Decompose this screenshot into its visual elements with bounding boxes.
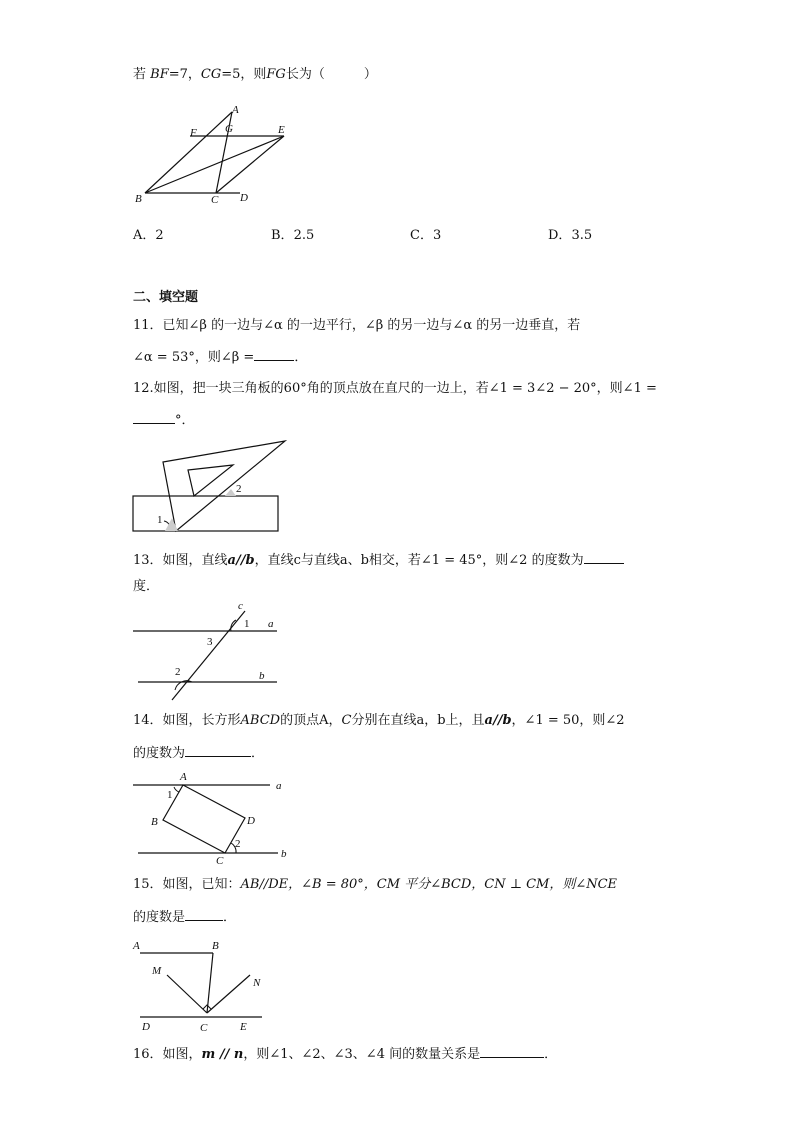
q10-label-a: A xyxy=(232,104,239,116)
q10-label-c: C xyxy=(211,194,219,206)
q15-label-d: D xyxy=(142,1021,150,1033)
q14-label-b: B xyxy=(151,816,158,828)
q10-label-f: F xyxy=(190,127,197,139)
q13-angle-2: 2 xyxy=(175,666,181,678)
q13-angle-3: 3 xyxy=(207,636,213,648)
option-a[interactable]: A．2 xyxy=(133,228,164,243)
q12-line2: °． xyxy=(133,410,195,430)
q15-label-n: N xyxy=(253,977,261,989)
option-c[interactable]: C．3 xyxy=(410,228,442,243)
q14-angle-2: 2 xyxy=(235,838,241,850)
q14-label-line-b: b xyxy=(281,848,287,860)
q10-label-d: D xyxy=(240,192,248,204)
q14-line1: 14．如图，长方形ABCD的顶点A，C分别在直线a，b上，且a//b，∠1 = 50，则∠2 xyxy=(133,713,625,728)
q13-label-c: c xyxy=(238,600,243,612)
q15-label-b: B xyxy=(212,940,219,952)
q10-label-e: E xyxy=(278,124,285,136)
q15-label-m: M xyxy=(152,965,162,977)
q15-label-e: E xyxy=(240,1021,247,1033)
q13-label-a: a xyxy=(268,618,274,630)
q13-line2: 度． xyxy=(133,579,160,594)
q16-line1: 16．如图，m // n，则∠1、∠2、∠3、∠4 间的数量关系是 ． xyxy=(133,1044,557,1064)
q10-label-b: B xyxy=(135,193,142,205)
q13-angle-1: 1 xyxy=(244,618,250,630)
q10-label-g: G xyxy=(225,123,233,135)
q14-line2: 的度数为 ． xyxy=(133,743,264,763)
q10-text: 若 BF=7，CG=5，则FG长为（ ） xyxy=(133,67,377,82)
q13-label-b: b xyxy=(259,670,265,682)
option-d[interactable]: D．3.5 xyxy=(548,228,593,243)
q12-line1: 12.如图，把一块三角板的60°角的顶点放在直尺的一边上，若∠1 = 3∠2 − 20°，则∠1 = xyxy=(133,381,657,396)
q14-label-a: A xyxy=(180,771,187,783)
q14-label-d: D xyxy=(247,815,255,827)
q11-line1: 11．已知∠β 的一边与∠α 的一边平行，∠β 的另一边与∠α 的另一边垂直，若 xyxy=(133,318,581,333)
q12-angle-2: 2 xyxy=(236,483,242,495)
q13-line1: 13．如图，直线a//b，直线c与直线a、b相交，若∠1 = 45°，则∠2 的度数为 xyxy=(133,550,624,570)
section-title: 二、填空题 xyxy=(133,290,199,305)
q15-line1: 15．如图，已知：AB//DE，∠B = 80°，CM 平分∠BCD，CN ⊥ CM，则∠NCE xyxy=(133,877,618,892)
q15-label-c: C xyxy=(200,1022,208,1034)
q15-label-a: A xyxy=(133,940,140,952)
option-b[interactable]: B．2.5 xyxy=(271,228,315,243)
q12-angle-1: 1 xyxy=(157,514,163,526)
q14-angle-1: 1 xyxy=(167,789,173,801)
q14-label-line-a: a xyxy=(276,780,282,792)
q11-line2: ∠α = 53°，则∠β = ． xyxy=(133,347,307,367)
q15-line2: 的度数是 ． xyxy=(133,907,236,927)
q14-label-c: C xyxy=(216,855,224,867)
q16-answer-blank[interactable] xyxy=(480,1044,544,1058)
